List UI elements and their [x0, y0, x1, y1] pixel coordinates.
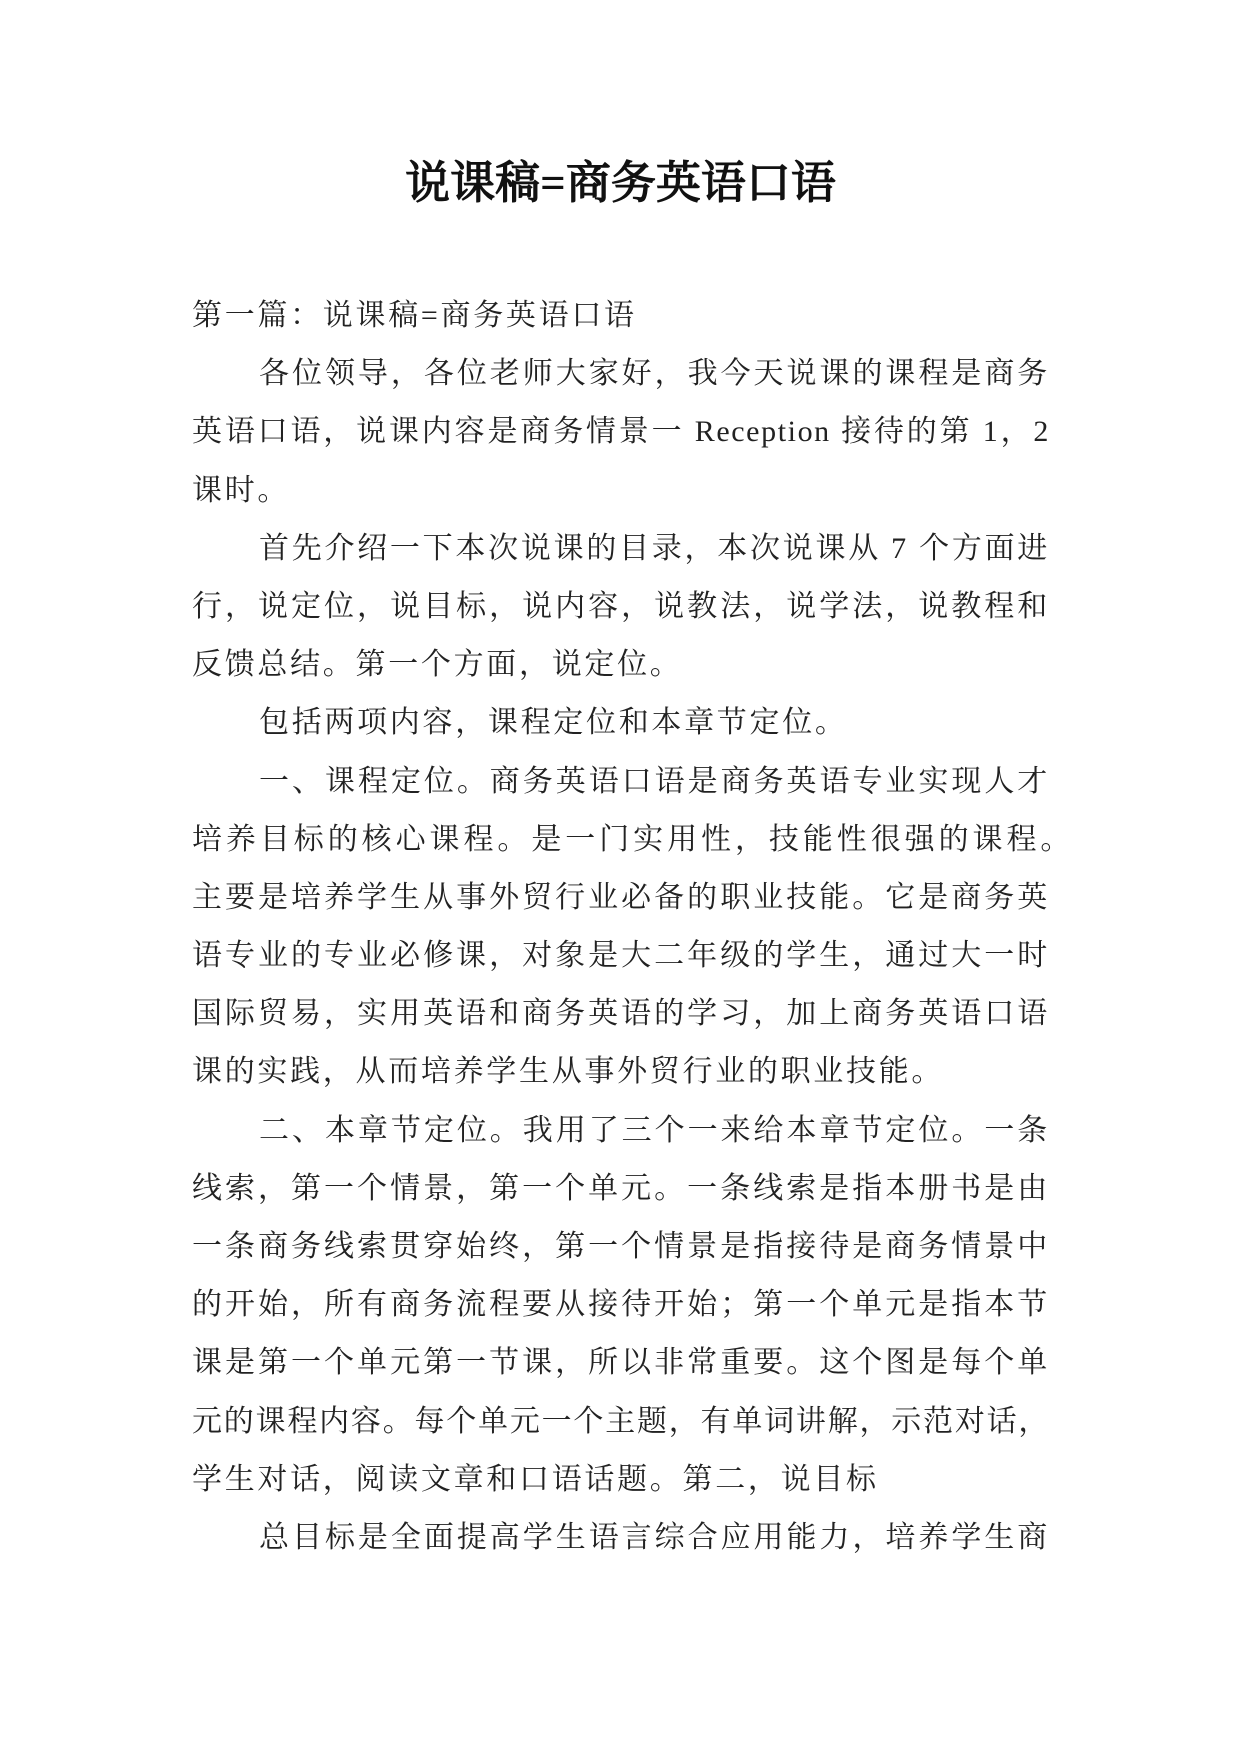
- text-line: 课的实践，从而培养学生从事外贸行业的职业技能。: [192, 1055, 945, 1089]
- text-line: 培养目标的核心课程。是一门实用性，技能性很强的课程。: [192, 822, 1074, 856]
- text-line: 的开始，所有商务流程要从接待开始；第一个单元是指本节: [192, 1288, 1050, 1322]
- text-line: 包括两项内容，课程定位和本章节定位。: [259, 706, 848, 740]
- text-line: 元的课程内容。每个单元一个主题，有单词讲解，示范对话，: [192, 1404, 1050, 1438]
- paragraph: [192, 345, 1050, 520]
- text-line: 一条商务线索贯穿始终，第一个情景是指接待是商务情景中: [192, 1230, 1050, 1263]
- text-line: 课时。: [192, 473, 291, 507]
- text-line: 课是第一个单元第一节课，所以非常重要。这个图是每个单: [192, 1346, 1050, 1380]
- text-line: 国际贸易，实用英语和商务英语的学习，加上商务英语口语: [192, 997, 1050, 1031]
- document-body: [192, 287, 1074, 1567]
- text-line: 行，说定位，说目标，说内容，说教法，说学法，说教程和: [192, 589, 1050, 623]
- text-line: 英语口语，说课内容是商务情景一 Reception 接待的第 1，2: [192, 415, 1050, 449]
- text-line: 学生对话，阅读文章和口语话题。第二，说目标: [192, 1462, 879, 1496]
- paragraph: [192, 694, 1050, 752]
- text-line: 线索，第一个情景，第一个单元。一条线索是指本册书是由: [192, 1171, 1050, 1205]
- text-line: 首先介绍一下本次说课的目录，本次说课从 7 个方面进: [259, 531, 1050, 565]
- text-line: 总目标是全面提高学生语言综合应用能力，培养学生商: [259, 1520, 1050, 1554]
- text-line: 一、课程定位。商务英语口语是商务英语专业实现人才: [259, 764, 1050, 798]
- paragraph: [192, 1102, 1050, 1509]
- paragraph: [192, 753, 1074, 1102]
- text-line: 反馈总结。第一个方面，说定位。: [192, 648, 683, 682]
- text-line: 语专业的专业必修课，对象是大二年级的学生，通过大一时: [192, 939, 1050, 973]
- section-heading: 第一篇：说课稿=商务英语口语: [192, 299, 637, 332]
- text-line: 各位领导，各位老师大家好，我今天说课的课程是商务: [259, 357, 1050, 391]
- text-line: 主要是培养学生从事外贸行业必备的职业技能。它是商务英: [192, 880, 1050, 914]
- text-line: 二、本章节定位。我用了三个一来给本章节定位。一条: [259, 1113, 1050, 1147]
- paragraph: [192, 520, 1050, 695]
- paragraph: [192, 1509, 1050, 1567]
- document-title: 说课稿=商务英语口语: [405, 158, 836, 208]
